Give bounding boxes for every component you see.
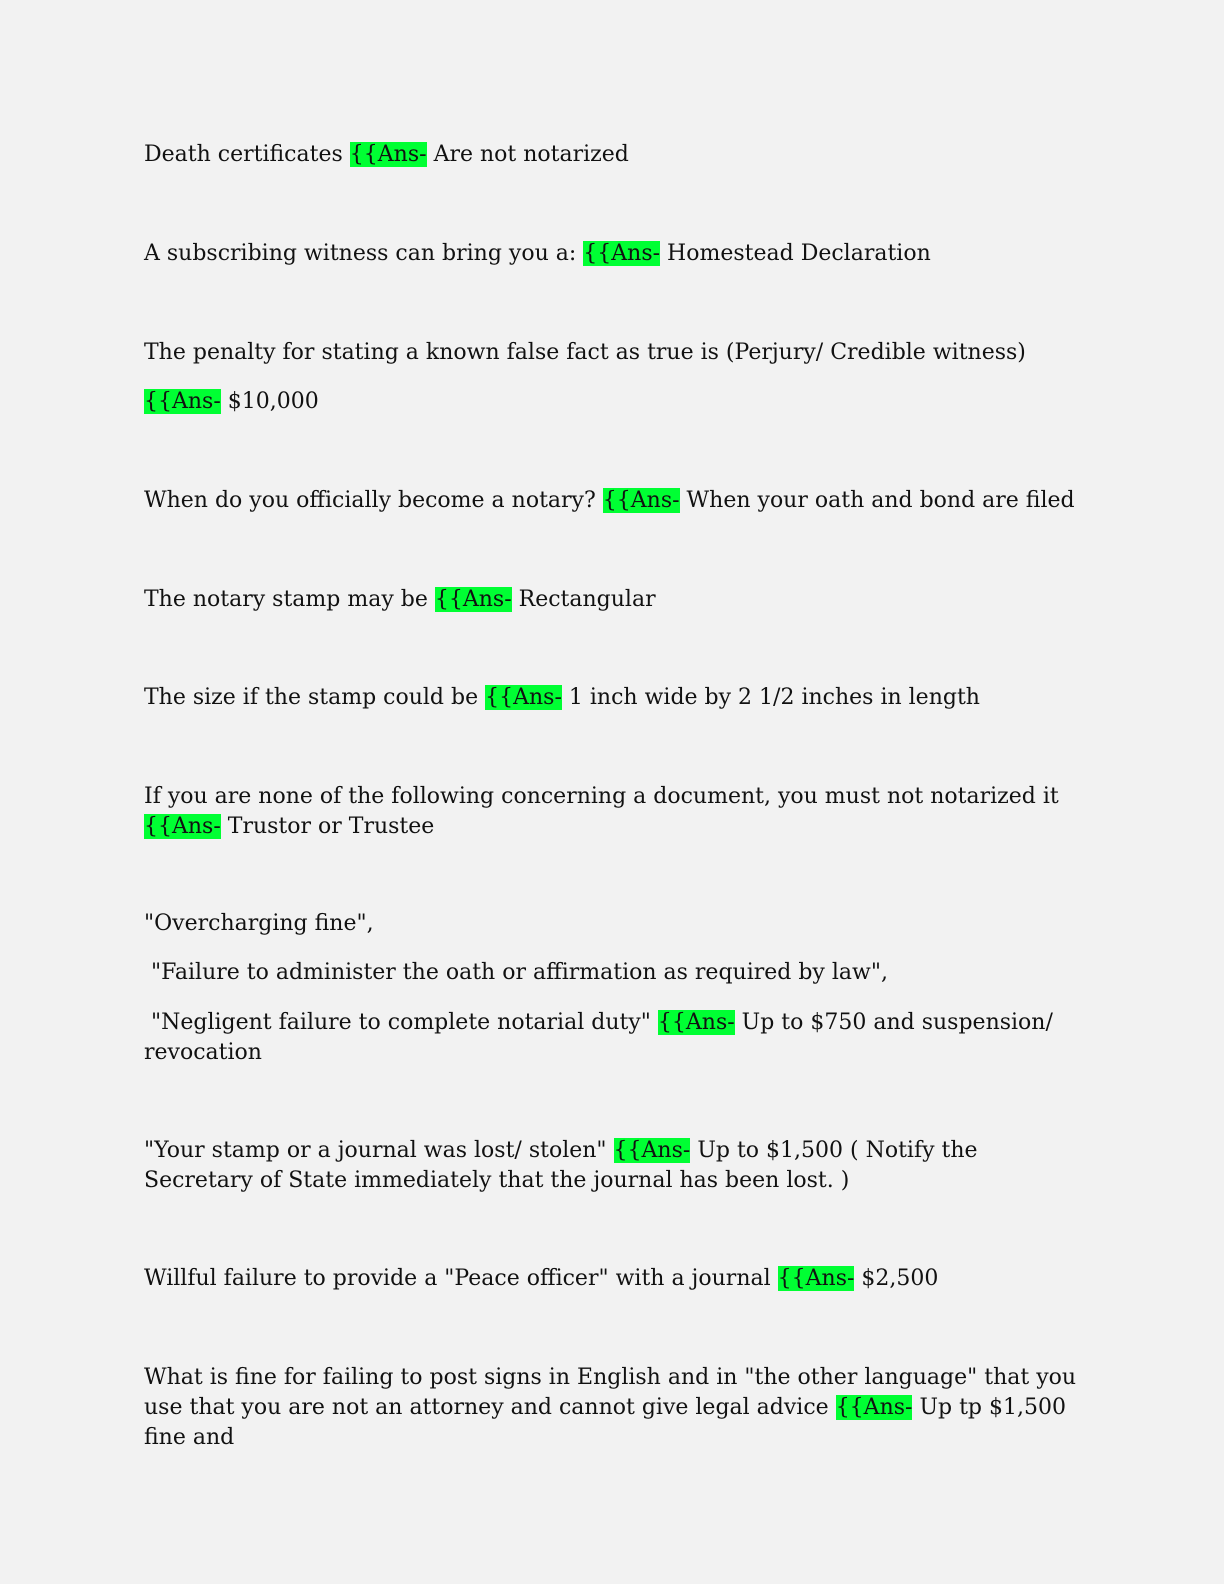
qa-item-death-certificates — [144, 140, 1084, 170]
qa-item-peace-officer — [144, 1264, 1084, 1294]
question-text: Willful failure to provide a "Peace officer" with a journal — [144, 1266, 771, 1291]
answer-marker: {{Ans- — [485, 685, 562, 710]
question-text: What is fine for failing to post signs in English and in "the other language" that you use that you are not an attorney and cannot give legal advice — [144, 1365, 1077, 1420]
question-text: "Overcharging fine", — [144, 911, 374, 936]
question-text: The notary stamp may be — [144, 587, 428, 612]
qa-item-penalty-answer — [144, 387, 1084, 417]
question-text: A subscribing witness can bring you a: — [144, 241, 577, 266]
answer-text: Rectangular — [518, 587, 656, 612]
answer-marker: {{Ans- — [583, 241, 661, 266]
qa-item-stamp-shape — [144, 585, 1084, 615]
qa-item-post-signs — [144, 1363, 1084, 1453]
answer-text: Up tp $1,500 fine and — [144, 1395, 1066, 1450]
qa-item-stamp-lost — [144, 1136, 1084, 1196]
question-text: The penalty for stating a known false fact as true is (Perjury/ Credible witness) — [144, 340, 1026, 365]
qa-item-penalty-question — [144, 338, 1084, 368]
qa-item-overcharging-fine — [144, 909, 1084, 939]
qa-item-negligent-failure — [144, 1008, 1084, 1068]
qa-item-failure-oath — [144, 958, 1084, 988]
qa-item-none-of-following — [144, 782, 1084, 842]
question-text: When do you officially become a notary? — [144, 488, 596, 513]
question-text: If you are none of the following concerning a document, you must not notarized it — [144, 784, 1059, 809]
document-page — [144, 0, 1084, 1584]
question-text: "Negligent failure to complete notarial duty" — [144, 1010, 651, 1035]
answer-text: 1 inch wide by 2 1/2 inches in length — [568, 685, 980, 710]
question-text: The size if the stamp could be — [144, 685, 479, 710]
answer-text: Homestead Declaration — [667, 241, 931, 266]
qa-item-stamp-size — [144, 683, 1084, 713]
answer-marker: {{Ans- — [434, 587, 512, 612]
answer-marker: {{Ans- — [777, 1266, 855, 1291]
answer-text: Are not notarized — [433, 142, 629, 167]
question-text: Death certificates — [144, 142, 343, 167]
answer-text: Up to $750 and suspension/ revocation — [144, 1010, 1053, 1065]
answer-marker: {{Ans- — [349, 142, 427, 167]
question-text: "Your stamp or a journal was lost/ stolen" — [144, 1138, 607, 1163]
answer-text: $10,000 — [227, 389, 319, 414]
qa-item-subscribing-witness — [144, 239, 1084, 269]
qa-item-become-notary — [144, 486, 1084, 516]
answer-text: Trustor or Trustee — [227, 814, 435, 839]
answer-marker: {{Ans- — [144, 389, 221, 414]
answer-marker: {{Ans- — [144, 814, 221, 839]
answer-text: When your oath and bond are filed — [686, 488, 1075, 513]
answer-marker: {{Ans- — [657, 1010, 735, 1035]
answer-text: $2,500 — [861, 1266, 939, 1291]
answer-marker: {{Ans- — [613, 1138, 691, 1163]
answer-marker: {{Ans- — [835, 1395, 913, 1420]
answer-text: Up to $1,500 ( Notify the Secretary of State immediately that the journal has been lost. ) — [144, 1138, 978, 1193]
answer-marker: {{Ans- — [602, 488, 680, 513]
question-text: "Failure to administer the oath or affirmation as required by law", — [144, 960, 888, 985]
